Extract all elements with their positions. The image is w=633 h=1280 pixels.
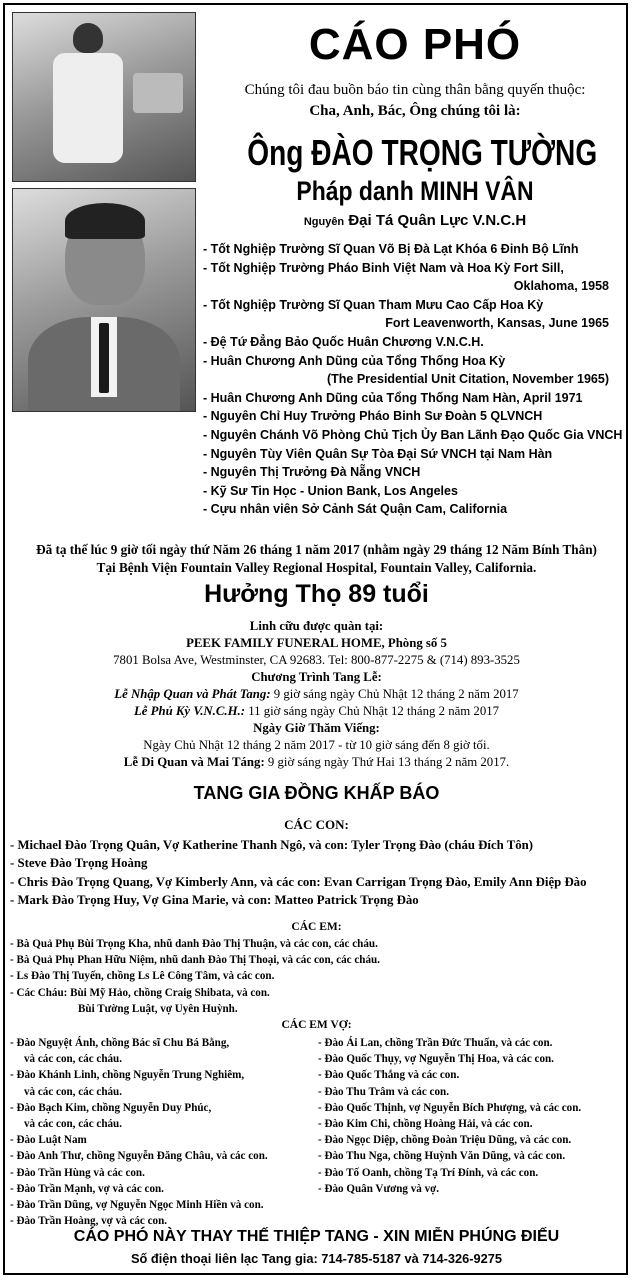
visiting-label: Ngày Giờ Thăm Viếng: [253, 721, 380, 735]
list-item: - Đào Luật Nam [10, 1134, 87, 1147]
biography-list [203, 240, 621, 519]
event-label: Lễ Di Quan và Mai Táng: [123, 755, 265, 769]
list-item: - Đào Thu Trâm và các con. [318, 1085, 449, 1098]
siblings-in-law-left-list [10, 1035, 268, 1229]
list-item: - Đào Quốc Thụy, vợ Nguyễn Thị Hoa, và các con. [318, 1053, 554, 1066]
list-item: - Đào Thu Nga, chồng Huỳnh Văn Dũng, và các con. [318, 1150, 566, 1163]
intro-line-1: Chúng tôi đau buồn báo tin cùng thân bằng quyến thuộc: [244, 82, 586, 98]
list-item: - Đào Nguyệt Ánh, chồng Bác sĩ Chu Bá Bằng, [10, 1037, 230, 1049]
headshot-photo [12, 188, 196, 412]
passing-place: Tại Bệnh Viện Fountain Valley Regional Hospital, Fountain Valley, California. [96, 560, 537, 575]
deceased-name: Ông ĐÀO TRỌNG TƯỜNG [247, 132, 598, 173]
bio-item: - Nguyên Chỉ Huy Trưởng Pháo Binh Sư Đoàn 5 QLVNCH [203, 409, 543, 424]
list-item: - Ls Đào Thị Tuyến, chồng Ls Lê Công Tâm, và các con. [10, 970, 275, 983]
siblings-in-law-right-list [318, 1035, 581, 1197]
footer-contact: Số điện thoại liên lạc Tang gia: 714-785-5187 và 714-326-9275 [130, 1251, 503, 1266]
list-item: - Đào Quân Vương và vợ. [318, 1182, 440, 1195]
rank-prefix: Nguyên [303, 216, 345, 228]
venue-label: Linh cữu được quàn tại: [249, 619, 384, 633]
event-label: Lễ Phủ Kỳ V.N.C.H.: [133, 704, 245, 718]
uniform-portrait-photo [12, 12, 196, 182]
list-item: - Đào Trần Hùng và các con. [10, 1166, 145, 1179]
program-event [0, 686, 633, 703]
visiting-time: Ngày Chủ Nhật 12 tháng 2 năm 2017 - từ 10 giờ sáng đến 8 giờ tối. [143, 738, 490, 752]
age-heading: Hưởng Thọ 89 tuổi [204, 580, 429, 608]
family-heading: TANG GIA ĐỒNG KHẤP BÁO [193, 783, 440, 803]
list-item: - Đào Khánh Linh, chồng Nguyễn Trung Nghiêm, [10, 1069, 245, 1082]
list-item: - Đào Quốc Thịnh, vợ Nguyễn Bích Phượng, và các con. [318, 1101, 582, 1114]
children-label: CÁC CON: [284, 817, 349, 832]
program-event [0, 703, 633, 720]
venue-name: PEEK FAMILY FUNERAL HOME, Phòng số 5 [186, 636, 447, 650]
bio-item: - Cựu nhân viên Sở Cảnh Sát Quận Cam, California [203, 502, 508, 517]
dharma-name: Pháp danh MINH VÂN [296, 176, 534, 206]
military-rank [200, 212, 630, 229]
siblings-list [10, 936, 380, 1017]
bio-item: - Tốt Nghiệp Trường Sĩ Quan Võ Bị Đà Lạt Khóa 6 Đinh Bộ Lĩnh [203, 242, 579, 256]
list-item: và các con, các cháu. [24, 1085, 122, 1098]
list-item: - Michael Đào Trọng Quân, Vợ Katherine Thanh Ngô, và con: Tyler Trọng Đào (cháu Đích Tôn) [10, 838, 534, 852]
bio-item: - Nguyên Chánh Võ Phòng Chủ Tịch Ủy Ban Lãnh Đạo Quốc Gia VNCH [203, 427, 623, 442]
list-item: - Chris Đào Trọng Quang, Vợ Kimberly Ann, và các con: Evan Carrigan Trọng Đào, Emily Ann Điệp Đào [10, 874, 587, 889]
bio-item: - Huân Chương Anh Dũng của Tổng Thống Hoa Kỳ [203, 353, 506, 368]
list-item: - Bà Quả Phụ Phan Hữu Niệm, nhũ danh Đào Thị Thoại, và các con, các cháu. [10, 954, 380, 967]
program-label: Chương Trình Tang Lễ: [251, 670, 382, 684]
list-item: - Bà Quả Phụ Bùi Trọng Kha, nhũ danh Đào Thị Thuận, và các con, các cháu. [10, 938, 378, 950]
list-item: - Steve Đào Trọng Hoàng [10, 856, 148, 871]
bio-item: - Nguyên Tùy Viên Quân Sự Tòa Đại Sứ VNCH tại Nam Hàn [203, 446, 553, 461]
list-item: và các con, các cháu. [24, 1118, 122, 1131]
page-title: CÁO PHÓ [308, 20, 522, 69]
bio-item: Fort Leavenworth, Kansas, June 1965 [385, 316, 609, 331]
footer-notice: CÁO PHÓ NÀY THAY THẾ THIỆP TANG - XIN MIỄN PHÚNG ĐIẾU [73, 1228, 560, 1245]
intro-line-2: Cha, Anh, Bác, Ông chúng tôi là: [309, 103, 521, 119]
list-item: - Các Cháu: Bùi Mỹ Hảo, chồng Craig Shibata, và con. [10, 986, 270, 999]
bio-item: Oklahoma, 1958 [513, 279, 609, 294]
bio-item: - Huân Chương Anh Dũng của Tổng Thống Nam Hàn, April 1971 [203, 390, 583, 405]
bio-item: - Tốt Nghiệp Trường Pháo Binh Việt Nam và Hoa Kỳ Fort Sill, [203, 260, 564, 275]
venue-address: 7801 Bolsa Ave, Westminster, CA 92683. Tel: 800-877-2275 & (714) 893-3525 [113, 653, 520, 667]
event-time: 9 giờ sáng ngày Thứ Hai 13 tháng 2 năm 2017. [264, 755, 510, 769]
event-time: 11 giờ sáng ngày Chủ Nhật 12 tháng 2 năm 2017 [245, 704, 500, 718]
list-item: - Đào Ái Lan, chồng Trần Đức Thuấn, và các con. [318, 1037, 553, 1049]
list-item: - Đào Kim Chi, chồng Hoàng Hải, và các con. [318, 1118, 533, 1131]
bio-item: - Tốt Nghiệp Trường Sĩ Quan Tham Mưu Cao Cấp Hoa Kỳ [203, 297, 544, 312]
list-item: - Đào Trần Hoàng, vợ và các con. [10, 1215, 168, 1228]
bio-item: - Nguyên Thị Trưởng Đà Nẵng VNCH [203, 465, 421, 480]
list-item: Bùi Tường Luật, vợ Uyên Huỳnh. [78, 1002, 238, 1015]
list-item: và các con, các cháu. [24, 1053, 122, 1066]
children-list [10, 836, 586, 909]
bio-item: - Đệ Tứ Đẳng Bảo Quốc Huân Chương V.N.C.H. [203, 334, 484, 349]
event-label: Lễ Nhập Quan và Phát Tang: [114, 687, 271, 701]
list-item: - Đào Anh Thư, chồng Nguyễn Đăng Châu, và các con. [10, 1150, 268, 1163]
passing-notice [0, 541, 633, 577]
siblings-label: CÁC EM: [291, 921, 342, 933]
list-item: - Đào Quốc Thắng và các con. [318, 1069, 460, 1082]
list-item: - Mark Đào Trọng Huy, Vợ Gina Marie, và con: Matteo Patrick Trọng Đào [10, 892, 419, 907]
bio-item: - Kỹ Sư Tin Học - Union Bank, Los Angeles [203, 483, 458, 498]
bio-item: (The Presidential Unit Citation, November 1965) [326, 372, 609, 387]
siblings-in-law-label: CÁC EM VỢ: [281, 1019, 352, 1031]
burial-event [0, 754, 633, 771]
passing-date: Đã tạ thế lúc 9 giờ tối ngày thứ Năm 26 tháng 1 năm 2017 (nhằm ngày 29 tháng 12 Năm Bính Thân) [36, 542, 597, 557]
rank-title: Đại Tá Quân Lực V.N.C.H [348, 212, 527, 229]
list-item: - Đào Tố Oanh, chồng Tạ Trí Đính, và các con. [318, 1166, 539, 1179]
event-time: 9 giờ sáng ngày Chủ Nhật 12 tháng 2 năm 2017 [270, 687, 519, 701]
list-item: - Đào Ngọc Diệp, chồng Đoàn Triệu Dũng, và các con. [318, 1134, 572, 1147]
list-item: - Đào Bạch Kim, chồng Nguyễn Duy Phúc, [10, 1101, 212, 1114]
list-item: - Đào Trần Mạnh, vợ và các con. [10, 1182, 164, 1195]
list-item: - Đào Trần Dũng, vợ Nguyễn Ngọc Minh Hiền và con. [10, 1199, 264, 1212]
